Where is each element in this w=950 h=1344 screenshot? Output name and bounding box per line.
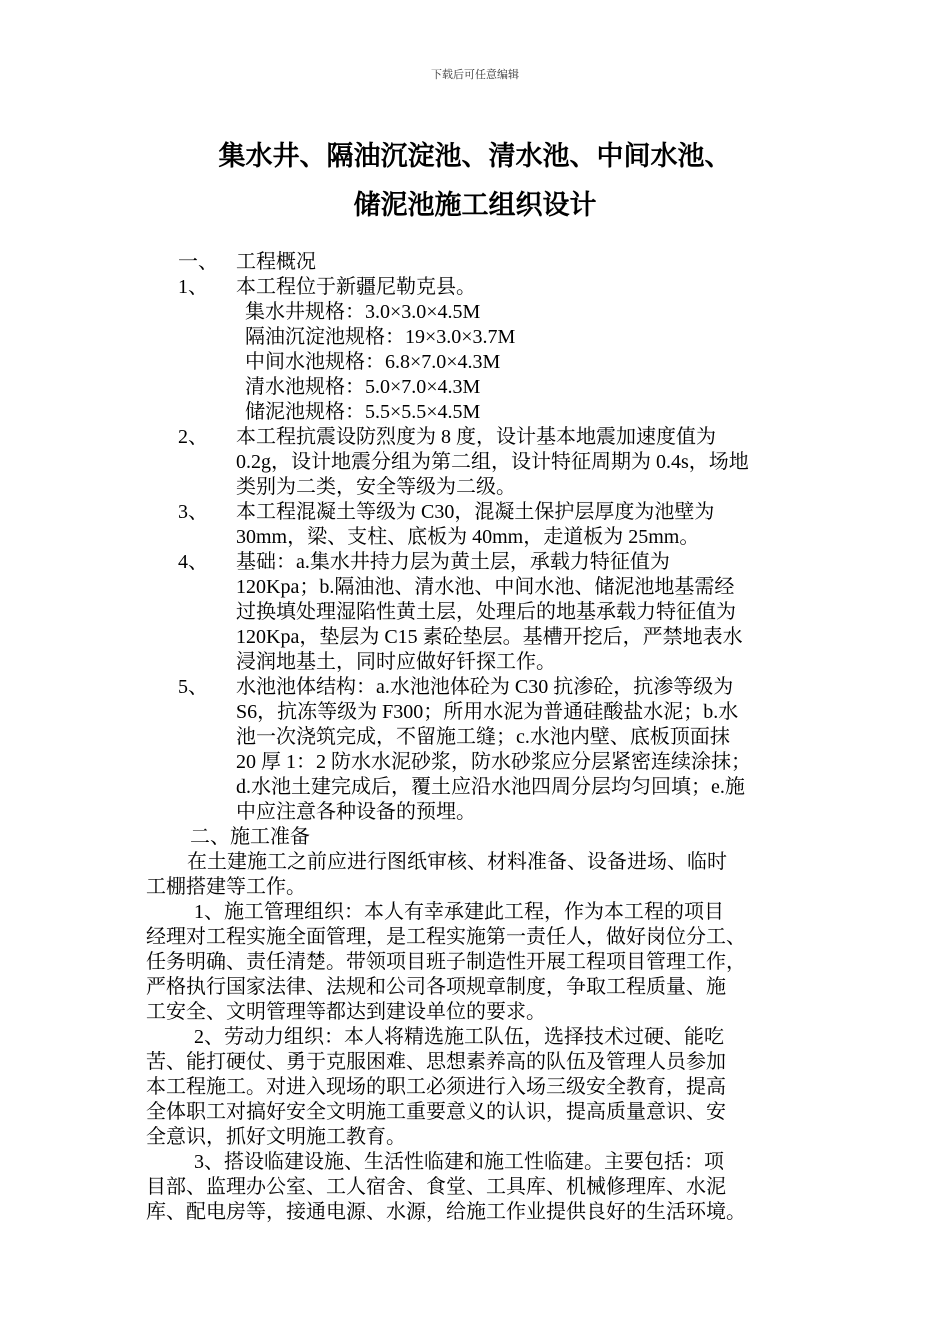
- paragraph-3-line: 3、搭设临建设施、生活性临建和施工性临建。主要包括：项: [194, 1151, 724, 1173]
- item-4-number: 4、: [178, 551, 208, 573]
- item-5-line: 中应注意各种设备的预埋。: [236, 801, 476, 823]
- item-3-line: 本工程混凝土等级为 C30，混凝土保护层厚度为池壁为: [236, 501, 715, 523]
- paragraph-1-line: 工安全、文明管理等都达到建设单位的要求。: [146, 1001, 546, 1023]
- spec-line: 中间水池规格：6.8×7.0×4.3M: [245, 351, 501, 373]
- spec-line: 清水池规格：5.0×7.0×4.3M: [245, 376, 481, 398]
- paragraph-1-line: 1、施工管理组织：本人有幸承建此工程，作为本工程的项目: [194, 901, 724, 923]
- item-2-line: 本工程抗震设防烈度为 8 度，设计基本地震加速度值为: [236, 426, 716, 448]
- paragraph-2-line: 全体职工对搞好安全文明施工重要意义的认识，提高质量意识、安: [146, 1101, 726, 1123]
- page-header: 下载后可任意编辑: [431, 69, 519, 81]
- item-4-line: 浸润地基土，同时应做好钎探工作。: [236, 651, 556, 673]
- paragraph-1-line: 经理对工程实施全面管理，是工程实施第一责任人，做好岗位分工、: [146, 926, 746, 948]
- item-2-line: 类别为二类，安全等级为二级。: [236, 476, 516, 498]
- item-2-number: 2、: [178, 426, 208, 448]
- section-2-heading: 二、施工准备: [190, 826, 310, 848]
- section-1-number: 一、: [178, 251, 218, 273]
- item-5-line: S6，抗冻等级为 F300；所用水泥为普通硅酸盐水泥；b.水: [236, 701, 739, 723]
- section-1-heading: 工程概况: [236, 251, 316, 273]
- item-5-line: 池一次浇筑完成，不留施工缝；c.水池内壁、底板顶面抹: [236, 726, 730, 748]
- document-title-line-2: 储泥池施工组织设计: [353, 190, 597, 221]
- item-5-number: 5、: [178, 676, 208, 698]
- item-5-line: d.水池土建完成后，覆土应沿水池四周分层均匀回填；e.施: [236, 776, 745, 798]
- paragraph-1-line: 任务明确、责任清楚。带领项目班子制造性开展工程项目管理工作，: [146, 951, 746, 973]
- section-2-intro-line: 在土建施工之前应进行图纸审核、材料准备、设备进场、临时: [187, 851, 727, 873]
- item-5-line: 20 厚 1：2 防水水泥砂浆，防水砂浆应分层紧密连续涂抹；: [236, 751, 751, 773]
- item-3-line: 30mm，梁、支柱、底板为 40mm，走道板为 25mm。: [236, 526, 700, 548]
- item-1-number: 1、: [178, 276, 208, 298]
- paragraph-2-line: 2、劳动力组织：本人将精选施工队伍，选择技术过硬、能吃: [194, 1026, 724, 1048]
- paragraph-2-line: 全意识，抓好文明施工教育。: [146, 1126, 406, 1148]
- paragraph-3-line: 目部、监理办公室、工人宿舍、食堂、工具库、机械修理库、水泥: [146, 1176, 726, 1198]
- section-2-intro-line: 工棚搭建等工作。: [146, 876, 306, 898]
- item-4-line: 120Kpa，垫层为 C15 素砼垫层。基槽开挖后，严禁地表水: [236, 626, 743, 648]
- item-4-line: 过换填处理湿陷性黄土层，处理后的地基承载力特征值为: [236, 601, 736, 623]
- spec-line: 隔油沉淀池规格：19×3.0×3.7M: [245, 326, 516, 348]
- paragraph-2-line: 苦、能打硬仗、勇于克服困难、思想素养高的队伍及管理人员参加: [146, 1051, 726, 1073]
- item-5-line: 水池池体结构：a.水池池体砼为 C30 抗渗砼，抗渗等级为: [236, 676, 734, 698]
- item-4-line: 基础：a.集水井持力层为黄土层，承载力特征值为: [236, 551, 670, 573]
- document-title-line-1: 集水井、隔油沉淀池、清水池、中间水池、: [218, 141, 732, 172]
- item-3-number: 3、: [178, 501, 208, 523]
- paragraph-2-line: 本工程施工。对进入现场的职工必须进行入场三级安全教育，提高: [146, 1076, 726, 1098]
- item-4-line: 120Kpa；b.隔油池、清水池、中间水池、储泥池地基需经: [236, 576, 735, 598]
- paragraph-1-line: 严格执行国家法律、法规和公司各项规章制度，争取工程质量、施: [146, 976, 726, 998]
- item-2-line: 0.2g，设计地震分组为第二组，设计特征周期为 0.4s，场地: [236, 451, 749, 473]
- paragraph-3-line: 库、配电房等，接通电源、水源，给施工作业提供良好的生活环境。: [146, 1201, 746, 1223]
- item-1-text: 本工程位于新疆尼勒克县。: [236, 276, 476, 298]
- spec-line: 集水井规格：3.0×3.0×4.5M: [245, 301, 481, 323]
- spec-line: 储泥池规格：5.5×5.5×4.5M: [245, 401, 481, 423]
